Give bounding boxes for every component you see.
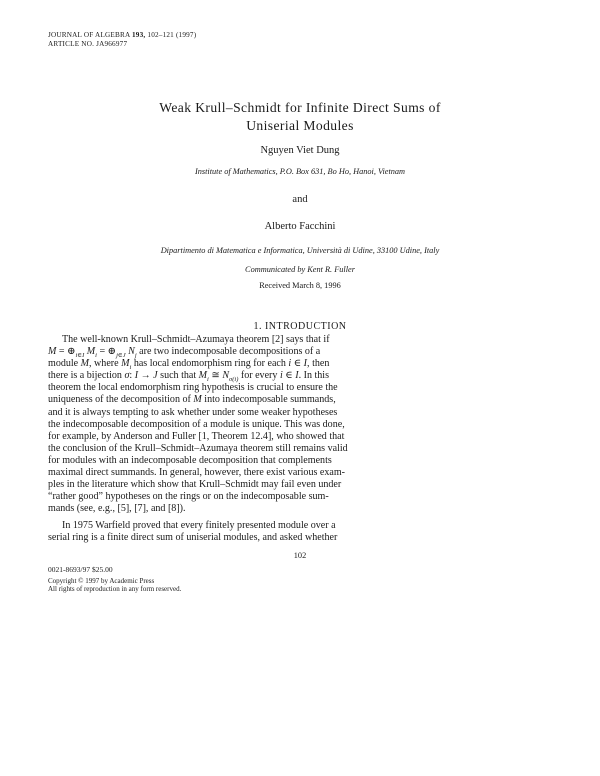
text-line: maximal direct summands. In general, however, there exist various exam-: [48, 467, 345, 479]
text-line: mands (see, e.g., [5], [7], and [8]).: [48, 503, 186, 515]
text-line: The well-known Krull–Schmidt–Azumaya theorem [2] says that if: [62, 334, 330, 345]
text-line: and it is always tempting to ask whether under some weaker hypotheses: [48, 406, 338, 418]
text-line: for example, by Anderson and Fuller [1, Theorem 12.4], who showed that: [48, 430, 345, 442]
author-name: Alberto Facchini: [264, 221, 336, 232]
text-line: ples in the literature which show that Krull–Schmidt may fail even under: [48, 479, 342, 491]
text-line: serial ring is a finite direct sum of uniserial modules, and asked whether: [48, 532, 338, 544]
author-affiliation: Institute of Mathematics, P.O. Box 631, Bo Ho, Hanoi, Vietnam: [194, 167, 406, 176]
text-line: module M, where $M_i$ has local endomorphism ring for each i ∈ I, then: [48, 358, 330, 372]
and-separator: and: [292, 194, 308, 205]
paper-title-line2: Uniserial Modules: [246, 118, 354, 133]
copyright: Copyright © 1997 by Academic Press: [48, 577, 155, 585]
author-name: Nguyen Viet Dung: [260, 145, 340, 156]
text-line: $M = \oplus_{i\in I}$ $M_i$ = $\oplus_{j\in J}$ $N_j$ are two indecomposable decompositions of a: [48, 346, 321, 360]
paper-title-line1: Weak Krull–Schmidt for Infinite Direct Sums of: [159, 100, 441, 115]
text-line: the conclusion of the Krull–Schmidt–Azumaya theorem still remains valid: [48, 442, 348, 454]
article-number: ARTICLE NO. JA966977: [48, 40, 128, 48]
journal-header: [48, 31, 196, 40]
intro-paragraph: [48, 334, 552, 515]
text-line: for modules with an indecomposable decomposition that complements: [48, 454, 332, 466]
text-line: theorem the local endomorphism ring hypothesis is crucial to ensure the: [48, 382, 338, 394]
section-heading: 1. INTRODUCTION: [253, 321, 347, 332]
math-expression: M: [48, 346, 57, 358]
text-line: the indecomposable decomposition of a module is unique. This was done,: [48, 418, 345, 430]
price-code: 0021-8693/97 $25.00: [48, 565, 113, 574]
journal-name: JOURNAL OF ALGEBRA: [48, 31, 131, 39]
journal-pages: 102–121 (1997): [147, 31, 197, 39]
author-affiliation: Dipartimento di Matematica e Informatica, Università di Udine, 33100 Udine, Italy: [160, 246, 440, 255]
text-line: there is a bijection σ: I → J such that $M_i$ ≅ $N_{\sigma(i)}$ for every i ∈ I. In this: [48, 370, 329, 384]
journal-volume: 193,: [132, 31, 146, 39]
received-date: Received March 8, 1996: [259, 281, 341, 290]
page-number: 102: [293, 551, 307, 560]
text-line: In 1975 Warfield proved that every finitely presented module over a: [62, 520, 336, 531]
communicated-by: Communicated by Kent R. Fuller: [245, 265, 355, 274]
rights-notice: All rights of reproduction in any form reserved.: [48, 585, 182, 593]
intro-paragraph: [48, 520, 552, 544]
text-line: “rather good” hypotheses on the rings or on the indecomposable sum-: [48, 491, 329, 503]
text-line: uniqueness of the decomposition of M into indecomposable summands,: [48, 394, 336, 406]
